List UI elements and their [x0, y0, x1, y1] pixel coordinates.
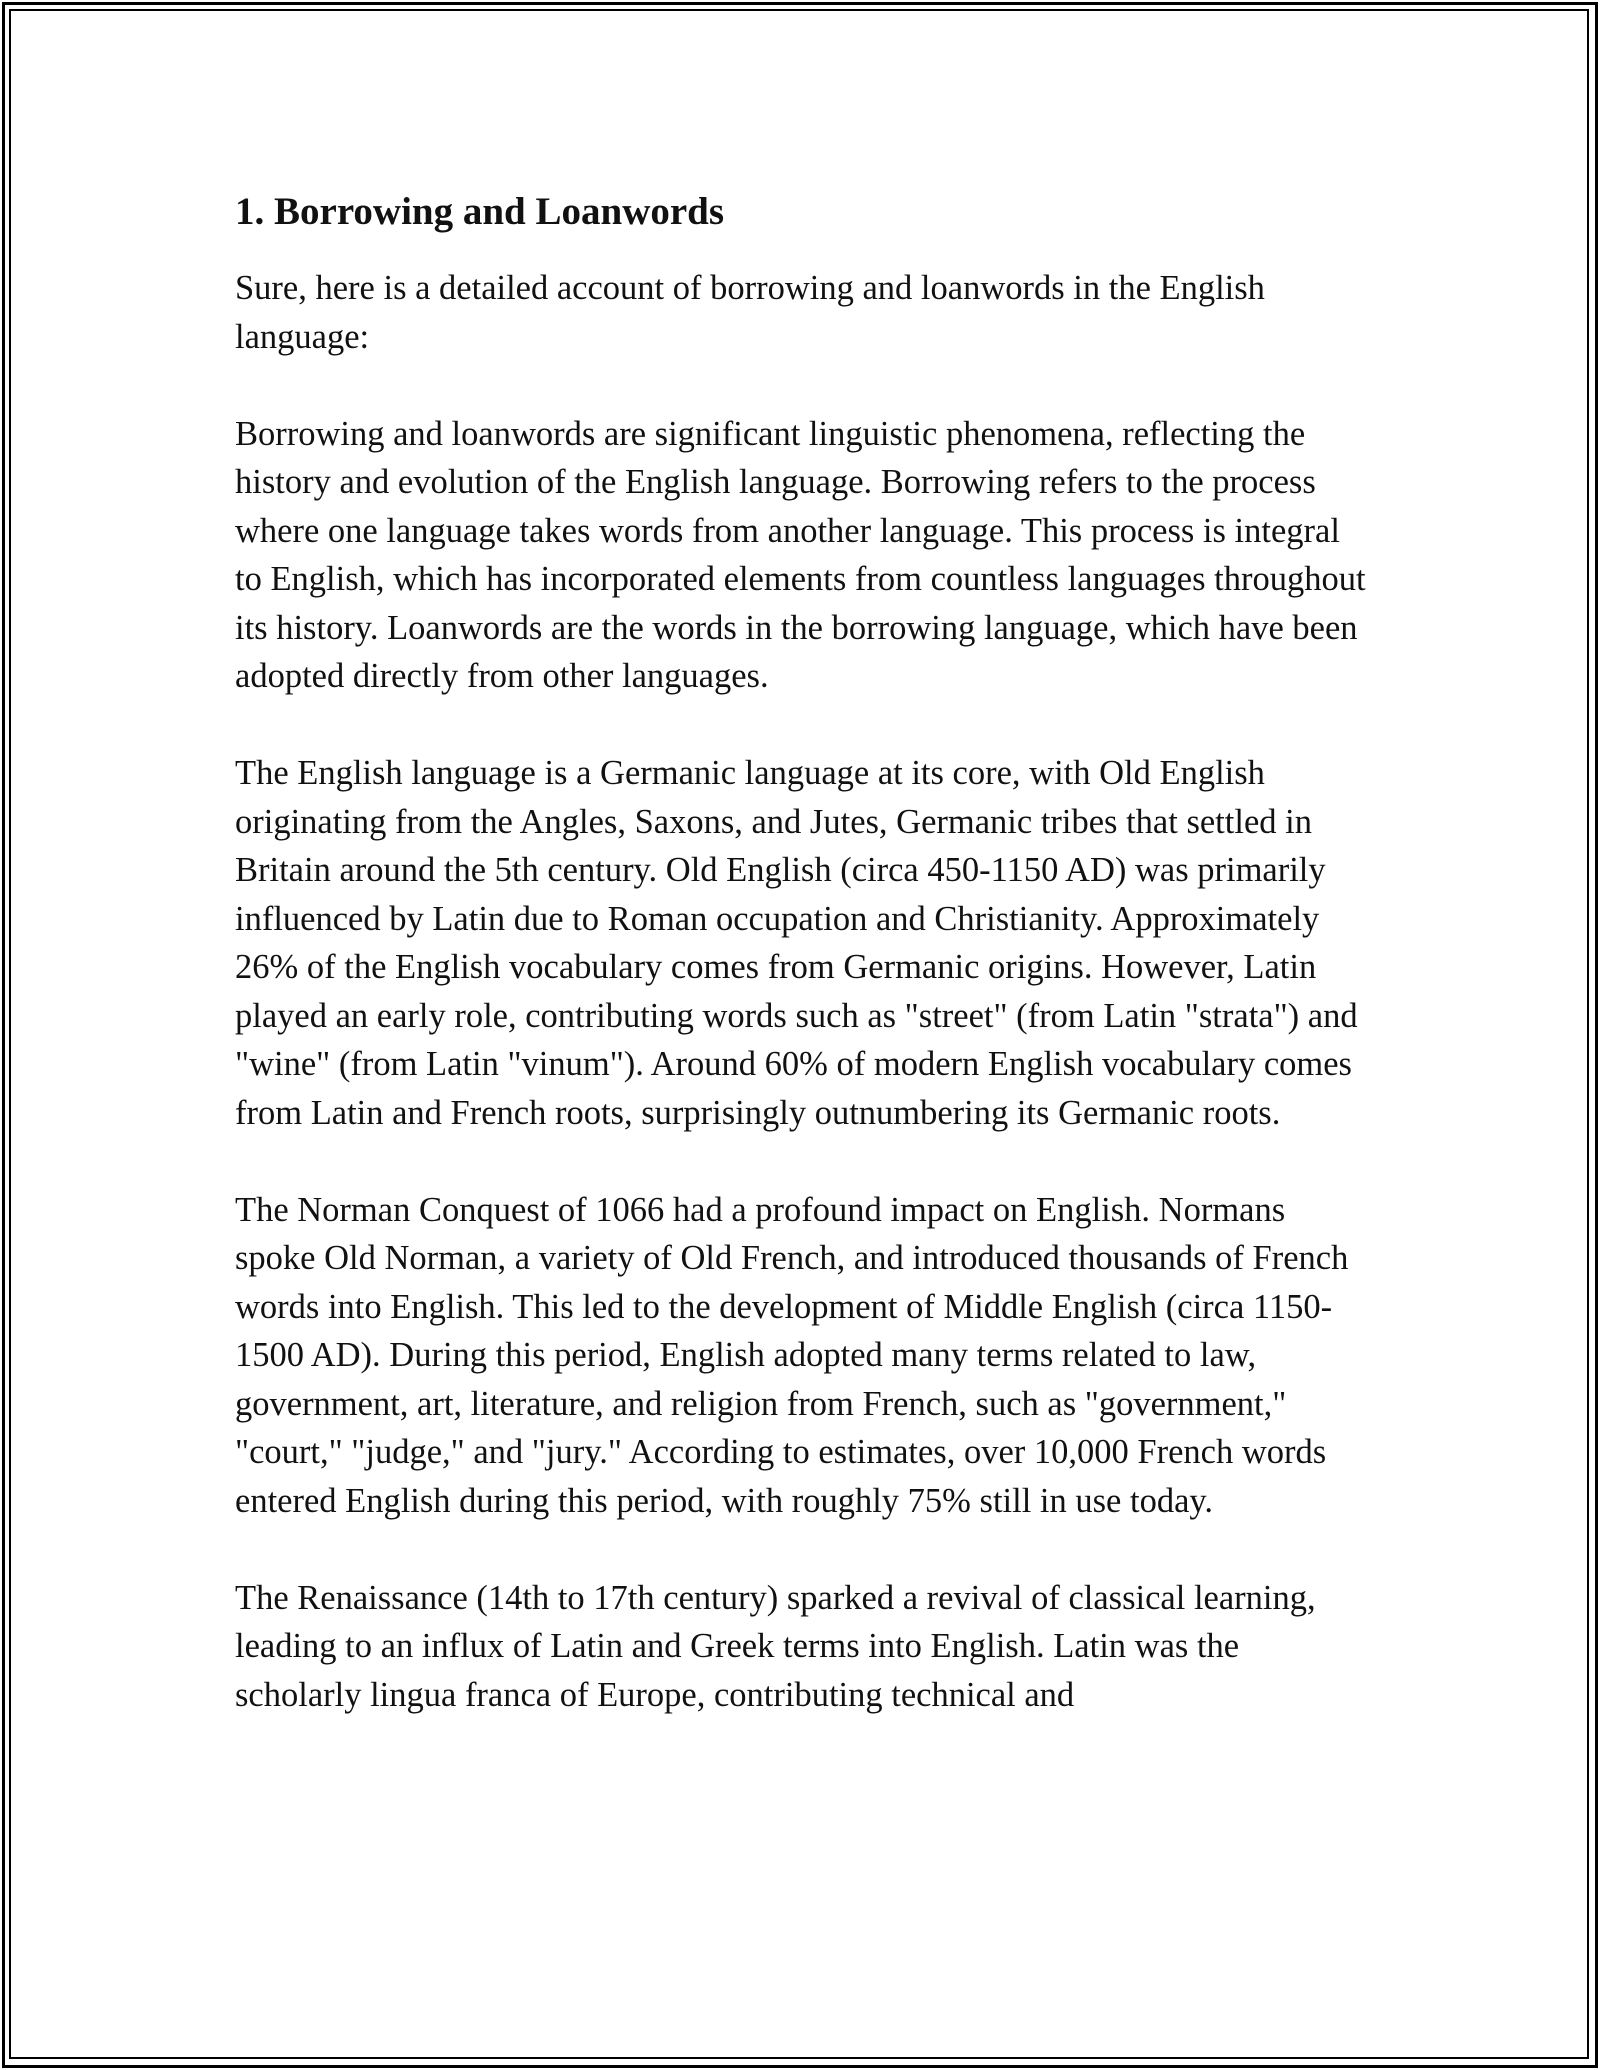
paragraph-norman-conquest: The Norman Conquest of 1066 had a profound impact on English. Normans spoke Old Norman, a variety of Old French, and introduced thousands of French words into English. This led to the development of Middle English (circa 1150-1500 AD). During this period, English adopted many terms related to law, government, art, literature, and religion from French, such as "government," "court," "judge," and "jury." According to estimates, over 10,000 French words entered English during this period, with roughly 75% still in use today.	[235, 1190, 1349, 1520]
paragraph-old-english: The English language is a Germanic language at its core, with Old English originating from the Angles, Saxons, and Jutes, Germanic tribes that settled in Britain around the 5th century. Old English (circa 450-1150 AD) was primarily influenced by Latin due to Roman occupation and Christianity. Approximately 26% of the English vocabulary comes from Germanic origins. However, Latin played an early role, contributing words such as "street" (from Latin "strata") and "wine" (from Latin "vinum"). Around 60% of modern English vocabulary comes from Latin and French roots, surprisingly outnumbering its Germanic roots.	[235, 754, 1358, 1132]
section-heading: 1. Borrowing and Loanwords	[235, 190, 725, 233]
paragraph-definition: Borrowing and loanwords are significant linguistic phenomena, reflecting the history and evolution of the English language. Borrowing refers to the process where one language takes words from another language. This process is integral to English, which has incorporated elements from countless languages throughout its history. Loanwords are the words in the borrowing language, which have been adopted directly from other languages.	[235, 414, 1366, 695]
paragraph-renaissance: The Renaissance (14th to 17th century) sparked a revival of classical learning, leading to an influx of Latin and Greek terms into English. Latin was the scholarly lingua franca of Europe, contributing technical and	[235, 1578, 1316, 1714]
paragraph-intro: Sure, here is a detailed account of borrowing and loanwords in the English language:	[235, 269, 1265, 356]
document-body	[235, 186, 1370, 1768]
